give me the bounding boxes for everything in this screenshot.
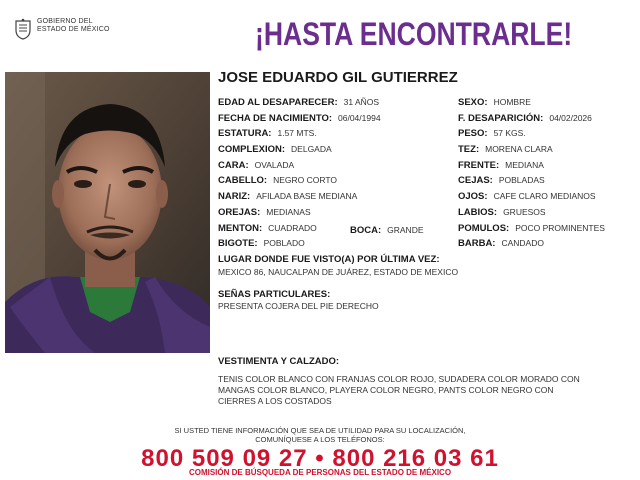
field-labios-label: LABIOS: <box>458 207 498 218</box>
phone-number-1[interactable]: 800 509 09 27 <box>141 445 308 472</box>
distinguishing-marks-text: PRESENTA COJERA DEL PIE DERECHO <box>218 301 379 311</box>
field-bigote-label: BIGOTE: <box>218 238 258 249</box>
clothing-line-2: MANGAS COLOR BLANCO, PLAYERA COLOR NEGRO, PANTS COLOR NEGRO CON <box>218 385 554 395</box>
contact-info-line-1: SI USTED TIENE INFORMACIÓN QUE SEA DE UTILIDAD PARA SU LOCALIZACIÓN, <box>174 426 466 435</box>
field-desaparicion-label: F. DESAPARICIÓN: <box>458 113 544 124</box>
clothing-text <box>218 374 628 407</box>
field-pomulos-label: POMULOS: <box>458 223 510 234</box>
field-edad-label: EDAD AL DESAPARECER: <box>218 97 338 108</box>
field-cara <box>218 159 294 172</box>
government-logo-text <box>37 18 110 34</box>
field-frente-value: MEDIANA <box>505 160 544 170</box>
field-estatura-value: 1.57 MTS. <box>277 128 317 138</box>
phone-separator: • <box>315 445 325 472</box>
gov-line-1: GOBIERNO DEL <box>37 18 93 25</box>
field-peso-value: 57 KGS. <box>493 128 526 138</box>
field-ojos-value: CAFE CLARO MEDIANOS <box>493 191 596 201</box>
field-orejas <box>218 206 311 219</box>
field-complexion-label: COMPLEXION: <box>218 144 286 155</box>
field-cara-label: CARA: <box>218 160 249 171</box>
field-sexo-label: SEXO: <box>458 97 488 108</box>
field-estatura <box>218 127 317 140</box>
field-menton-label: MENTON: <box>218 223 263 234</box>
last-seen-title: LUGAR DONDE FUE VISTO(A) POR ÚLTIMA VEZ: <box>218 254 440 265</box>
field-labios <box>458 206 546 219</box>
field-ojos <box>458 190 596 203</box>
field-boca-label: BOCA: <box>350 225 382 236</box>
clothing-line-3: CIERRES A LOS COSTADOS <box>218 396 332 406</box>
field-desaparicion-value: 04/02/2026 <box>549 113 592 123</box>
footer-commission: COMISIÓN DE BÚSQUEDA DE PERSONAS DEL ESTADO DE MÉXICO <box>188 468 452 477</box>
field-ojos-label: OJOS: <box>458 191 488 202</box>
field-cabello-value: NEGRO CORTO <box>273 175 337 185</box>
state-seal-icon <box>14 18 32 40</box>
clothing-title: VESTIMENTA Y CALZADO: <box>218 356 340 367</box>
field-menton <box>218 222 317 235</box>
clothing-line-1: TENIS COLOR BLANCO CON FRANJAS COLOR ROJO, SUDADERA COLOR MORADO CON <box>218 374 580 384</box>
header <box>0 0 640 62</box>
missing-person-photo <box>5 72 210 353</box>
field-cabello <box>218 174 337 187</box>
field-bigote <box>218 237 305 250</box>
field-nacimiento-label: FECHA DE NACIMIENTO: <box>218 113 332 124</box>
gov-line-2: ESTADO DE MÉXICO <box>37 26 110 33</box>
field-cara-value: OVALADA <box>254 160 295 170</box>
field-frente <box>458 159 544 172</box>
field-nariz <box>218 190 357 203</box>
field-tez <box>458 143 553 156</box>
field-peso <box>458 127 526 140</box>
field-barba <box>458 237 544 250</box>
field-menton-value: CUADRADO <box>268 223 317 233</box>
field-edad <box>218 96 379 109</box>
field-desaparicion <box>458 112 592 125</box>
field-cejas-value: POBLADAS <box>498 175 545 185</box>
government-logo <box>14 18 110 40</box>
field-cejas-label: CEJAS: <box>458 175 493 186</box>
field-nariz-label: NARIZ: <box>218 191 251 202</box>
field-barba-value: CANDADO <box>501 238 544 248</box>
field-orejas-value: MEDIANAS <box>266 207 311 217</box>
field-nacimiento <box>218 112 381 125</box>
person-name: JOSE EDUARDO GIL GUTIERREZ <box>218 69 458 86</box>
field-frente-label: FRENTE: <box>458 160 500 171</box>
distinguishing-marks-title: SEÑAS PARTICULARES: <box>218 289 331 300</box>
field-tez-value: MORENA CLARA <box>485 144 553 154</box>
banner-title: ¡HASTA ENCONTRARLE! <box>255 16 573 52</box>
field-estatura-label: ESTATURA: <box>218 128 272 139</box>
field-nacimiento-value: 06/04/1994 <box>338 113 381 123</box>
field-labios-value: GRUESOS <box>503 207 546 217</box>
field-boca <box>350 224 424 237</box>
field-sexo <box>458 96 531 109</box>
field-complexion <box>218 143 332 156</box>
field-pomulos-value: POCO PROMINENTES <box>515 223 605 233</box>
field-pomulos <box>458 222 605 235</box>
field-boca-value: GRANDE <box>387 225 424 235</box>
field-cabello-label: CABELLO: <box>218 175 268 186</box>
field-edad-value: 31 AÑOS <box>343 97 380 107</box>
field-tez-label: TEZ: <box>458 144 480 155</box>
field-cejas <box>458 174 545 187</box>
phone-number-2[interactable]: 800 216 03 61 <box>332 445 499 472</box>
contact-info <box>0 426 640 444</box>
field-peso-label: PESO: <box>458 128 488 139</box>
contact-info-line-2: COMUNÍQUESE A LOS TELÉFONOS: <box>255 435 385 444</box>
field-sexo-value: HOMBRE <box>493 97 531 107</box>
field-nariz-value: AFILADA BASE MEDIANA <box>256 191 358 201</box>
person-photo-illustration <box>5 72 210 353</box>
field-complexion-value: DELGADA <box>291 144 332 154</box>
last-seen-text: MEXICO 86, NAUCALPAN DE JUÁREZ, ESTADO DE MEXICO <box>218 267 459 277</box>
field-bigote-value: POBLADO <box>263 238 305 248</box>
field-orejas-label: OREJAS: <box>218 207 261 218</box>
field-barba-label: BARBA: <box>458 238 496 249</box>
